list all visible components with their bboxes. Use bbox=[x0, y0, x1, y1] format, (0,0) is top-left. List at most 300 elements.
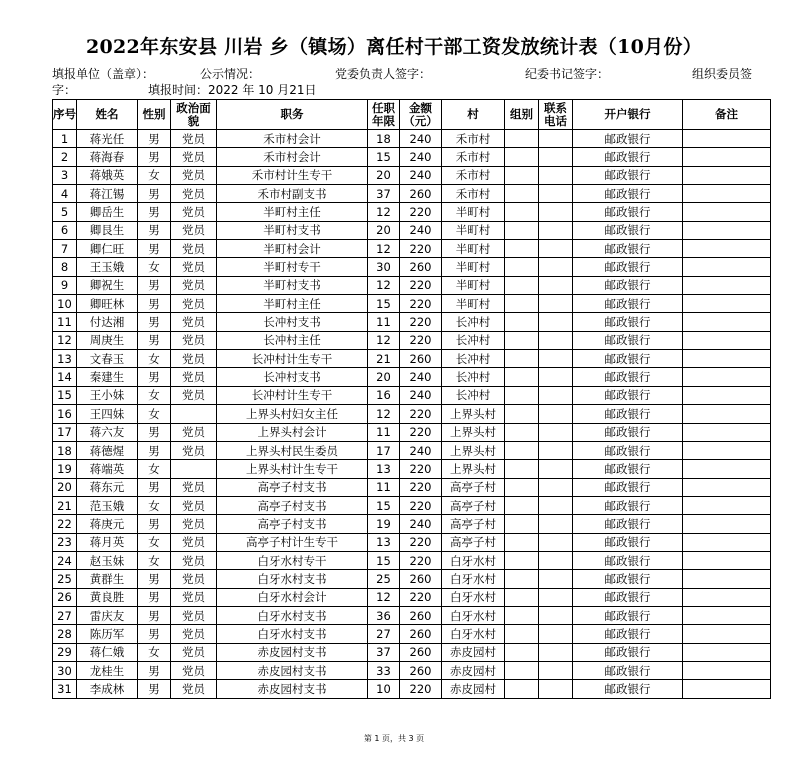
cell-amount: 220 bbox=[400, 331, 442, 349]
cell-political: 党员 bbox=[171, 478, 217, 496]
cell-index: 6 bbox=[53, 221, 77, 239]
cell-village: 长冲村 bbox=[442, 368, 505, 386]
table-header-row bbox=[53, 100, 771, 130]
cell-political: 党员 bbox=[171, 496, 217, 514]
cell-position: 长冲村支书 bbox=[217, 368, 368, 386]
cell-village: 半町村 bbox=[442, 276, 505, 294]
org-committee-signature-label-cont: 字： bbox=[52, 83, 77, 97]
cell-bank: 邮政银行 bbox=[573, 386, 683, 404]
cell-index: 4 bbox=[53, 185, 77, 203]
cell-political: 党员 bbox=[171, 185, 217, 203]
cell-name: 龙桂生 bbox=[77, 661, 138, 679]
table-row bbox=[53, 423, 771, 441]
cell-bank: 邮政银行 bbox=[573, 295, 683, 313]
cell-remark bbox=[683, 368, 771, 386]
cell-village: 白牙水村 bbox=[442, 606, 505, 624]
cell-amount: 260 bbox=[400, 570, 442, 588]
cell-gender: 女 bbox=[138, 386, 171, 404]
cell-amount: 220 bbox=[400, 460, 442, 478]
cell-amount: 220 bbox=[400, 551, 442, 569]
cell-index: 7 bbox=[53, 240, 77, 258]
cell-years: 20 bbox=[368, 221, 400, 239]
cell-group bbox=[505, 423, 539, 441]
cell-group bbox=[505, 661, 539, 679]
cell-index: 3 bbox=[53, 166, 77, 184]
cell-political: 党员 bbox=[171, 258, 217, 276]
page-title: 2022年东安县 川岩 乡（镇场）离任村干部工资发放统计表（10月份） bbox=[85, 36, 703, 58]
cell-bank: 邮政银行 bbox=[573, 460, 683, 478]
cell-gender: 女 bbox=[138, 533, 171, 551]
cell-years: 19 bbox=[368, 515, 400, 533]
cell-position: 白牙水村专干 bbox=[217, 551, 368, 569]
cell-name: 卿岳生 bbox=[77, 203, 138, 221]
cell-gender: 女 bbox=[138, 350, 171, 368]
cell-amount: 220 bbox=[400, 295, 442, 313]
cell-position: 赤皮园村支书 bbox=[217, 680, 368, 698]
cell-group bbox=[505, 185, 539, 203]
cell-political: 党员 bbox=[171, 203, 217, 221]
cell-gender: 女 bbox=[138, 551, 171, 569]
table-row bbox=[53, 203, 771, 221]
cell-amount: 260 bbox=[400, 661, 442, 679]
table-row bbox=[53, 240, 771, 258]
cell-village: 半町村 bbox=[442, 221, 505, 239]
cell-political: 党员 bbox=[171, 386, 217, 404]
cell-position: 半町村专干 bbox=[217, 258, 368, 276]
cell-political bbox=[171, 405, 217, 423]
cell-bank: 邮政银行 bbox=[573, 276, 683, 294]
header-cell: 政治面貌 bbox=[171, 100, 217, 130]
cell-position: 赤皮园村支书 bbox=[217, 661, 368, 679]
cell-position: 禾市村会计 bbox=[217, 130, 368, 148]
cell-remark bbox=[683, 185, 771, 203]
cell-group bbox=[505, 240, 539, 258]
cell-group bbox=[505, 166, 539, 184]
cell-position: 半町村主任 bbox=[217, 295, 368, 313]
cell-years: 20 bbox=[368, 166, 400, 184]
cell-group bbox=[505, 496, 539, 514]
cell-name: 秦建生 bbox=[77, 368, 138, 386]
cell-remark bbox=[683, 551, 771, 569]
cell-years: 11 bbox=[368, 313, 400, 331]
cell-position: 上界头村妇女主任 bbox=[217, 405, 368, 423]
cell-gender: 男 bbox=[138, 625, 171, 643]
cell-amount: 220 bbox=[400, 533, 442, 551]
cell-amount: 260 bbox=[400, 258, 442, 276]
cell-index: 11 bbox=[53, 313, 77, 331]
table-row bbox=[53, 570, 771, 588]
cell-amount: 240 bbox=[400, 386, 442, 404]
cell-name: 王四妹 bbox=[77, 405, 138, 423]
cell-amount: 220 bbox=[400, 240, 442, 258]
cell-name: 赵玉妹 bbox=[77, 551, 138, 569]
cell-political: 党员 bbox=[171, 130, 217, 148]
cell-phone bbox=[539, 185, 573, 203]
cell-gender: 男 bbox=[138, 313, 171, 331]
cell-village: 禾市村 bbox=[442, 148, 505, 166]
cell-years: 12 bbox=[368, 240, 400, 258]
cell-years: 16 bbox=[368, 386, 400, 404]
cell-amount: 240 bbox=[400, 221, 442, 239]
cell-position: 半町村主任 bbox=[217, 203, 368, 221]
cell-phone bbox=[539, 331, 573, 349]
cell-name: 卿祝生 bbox=[77, 276, 138, 294]
cell-position: 上界头村民生委员 bbox=[217, 441, 368, 459]
cell-phone bbox=[539, 240, 573, 258]
cell-remark bbox=[683, 331, 771, 349]
cell-gender: 男 bbox=[138, 588, 171, 606]
cell-bank: 邮政银行 bbox=[573, 368, 683, 386]
cell-position: 禾市村副支书 bbox=[217, 185, 368, 203]
cell-remark bbox=[683, 570, 771, 588]
cell-gender: 女 bbox=[138, 496, 171, 514]
cell-village: 半町村 bbox=[442, 240, 505, 258]
cell-name: 蒋娥英 bbox=[77, 166, 138, 184]
cell-group bbox=[505, 588, 539, 606]
cell-remark bbox=[683, 350, 771, 368]
cell-phone bbox=[539, 130, 573, 148]
cell-position: 长冲村主任 bbox=[217, 331, 368, 349]
cell-years: 12 bbox=[368, 203, 400, 221]
cell-phone bbox=[539, 533, 573, 551]
cell-group bbox=[505, 203, 539, 221]
party-signature-label: 党委负责人签字： bbox=[335, 67, 432, 81]
cell-bank: 邮政银行 bbox=[573, 625, 683, 643]
cell-political: 党员 bbox=[171, 368, 217, 386]
table-row bbox=[53, 551, 771, 569]
cell-index: 10 bbox=[53, 295, 77, 313]
cell-name: 付达湘 bbox=[77, 313, 138, 331]
cell-index: 1 bbox=[53, 130, 77, 148]
discipline-signature-label: 纪委书记签字： bbox=[525, 67, 610, 81]
page-footer: 第 1 页，共 3 页 bbox=[363, 734, 425, 743]
header-cell: 序号 bbox=[53, 100, 77, 130]
cell-index: 16 bbox=[53, 405, 77, 423]
cell-group bbox=[505, 533, 539, 551]
cell-group bbox=[505, 570, 539, 588]
cell-remark bbox=[683, 588, 771, 606]
cell-village: 半町村 bbox=[442, 295, 505, 313]
cell-years: 15 bbox=[368, 496, 400, 514]
cell-group bbox=[505, 551, 539, 569]
cell-remark bbox=[683, 130, 771, 148]
cell-village: 高亭子村 bbox=[442, 515, 505, 533]
cell-phone bbox=[539, 515, 573, 533]
cell-amount: 260 bbox=[400, 185, 442, 203]
cell-years: 13 bbox=[368, 460, 400, 478]
cell-index: 17 bbox=[53, 423, 77, 441]
cell-years: 17 bbox=[368, 441, 400, 459]
cell-phone bbox=[539, 148, 573, 166]
cell-index: 14 bbox=[53, 368, 77, 386]
cell-political: 党员 bbox=[171, 625, 217, 643]
cell-bank: 邮政银行 bbox=[573, 441, 683, 459]
cell-group bbox=[505, 148, 539, 166]
cell-name: 蒋六友 bbox=[77, 423, 138, 441]
cell-phone bbox=[539, 661, 573, 679]
table-row bbox=[53, 441, 771, 459]
cell-amount: 240 bbox=[400, 166, 442, 184]
cell-village: 禾市村 bbox=[442, 130, 505, 148]
cell-bank: 邮政银行 bbox=[573, 643, 683, 661]
cell-index: 29 bbox=[53, 643, 77, 661]
cell-years: 12 bbox=[368, 331, 400, 349]
cell-gender: 男 bbox=[138, 606, 171, 624]
cell-phone bbox=[539, 570, 573, 588]
cell-village: 上界头村 bbox=[442, 441, 505, 459]
cell-index: 20 bbox=[53, 478, 77, 496]
header-cell: 开户银行 bbox=[573, 100, 683, 130]
cell-bank: 邮政银行 bbox=[573, 533, 683, 551]
cell-bank: 邮政银行 bbox=[573, 148, 683, 166]
cell-village: 禾市村 bbox=[442, 166, 505, 184]
cell-remark bbox=[683, 295, 771, 313]
cell-village: 上界头村 bbox=[442, 405, 505, 423]
cell-group bbox=[505, 350, 539, 368]
cell-name: 蒋德煋 bbox=[77, 441, 138, 459]
cell-village: 半町村 bbox=[442, 258, 505, 276]
cell-political: 党员 bbox=[171, 313, 217, 331]
cell-amount: 260 bbox=[400, 643, 442, 661]
cell-political: 党员 bbox=[171, 295, 217, 313]
cell-phone bbox=[539, 551, 573, 569]
cell-political: 党员 bbox=[171, 148, 217, 166]
cell-phone bbox=[539, 441, 573, 459]
org-committee-signature-label: 组织委员签 bbox=[692, 67, 753, 81]
cell-village: 长冲村 bbox=[442, 313, 505, 331]
cell-position: 半町村支书 bbox=[217, 276, 368, 294]
cell-index: 25 bbox=[53, 570, 77, 588]
cell-group bbox=[505, 276, 539, 294]
cell-political: 党员 bbox=[171, 680, 217, 698]
cell-village: 长冲村 bbox=[442, 350, 505, 368]
cell-remark bbox=[683, 148, 771, 166]
cell-remark bbox=[683, 533, 771, 551]
cell-gender: 男 bbox=[138, 276, 171, 294]
cell-group bbox=[505, 295, 539, 313]
cell-amount: 240 bbox=[400, 515, 442, 533]
cell-amount: 240 bbox=[400, 368, 442, 386]
cell-group bbox=[505, 130, 539, 148]
cell-political: 党员 bbox=[171, 515, 217, 533]
cell-position: 白牙水村支书 bbox=[217, 625, 368, 643]
table-row bbox=[53, 661, 771, 679]
table-row bbox=[53, 478, 771, 496]
table-row bbox=[53, 680, 771, 698]
fill-date-label: 填报时间：2022 年 10 月21日 bbox=[148, 83, 317, 97]
cell-group bbox=[505, 313, 539, 331]
cell-amount: 220 bbox=[400, 478, 442, 496]
cell-political: 党员 bbox=[171, 588, 217, 606]
cell-position: 上界头村会计 bbox=[217, 423, 368, 441]
table-row bbox=[53, 350, 771, 368]
table-row bbox=[53, 221, 771, 239]
cell-group bbox=[505, 606, 539, 624]
cell-index: 5 bbox=[53, 203, 77, 221]
table-row bbox=[53, 643, 771, 661]
cell-remark bbox=[683, 606, 771, 624]
cell-index: 9 bbox=[53, 276, 77, 294]
cell-name: 蒋海春 bbox=[77, 148, 138, 166]
cell-bank: 邮政银行 bbox=[573, 240, 683, 258]
cell-phone bbox=[539, 276, 573, 294]
cell-political: 党员 bbox=[171, 643, 217, 661]
cell-position: 高亭子村支书 bbox=[217, 496, 368, 514]
table-row bbox=[53, 496, 771, 514]
cell-amount: 260 bbox=[400, 606, 442, 624]
cell-political: 党员 bbox=[171, 570, 217, 588]
cell-index: 12 bbox=[53, 331, 77, 349]
cell-gender: 男 bbox=[138, 240, 171, 258]
cell-position: 禾市村会计 bbox=[217, 148, 368, 166]
cell-remark bbox=[683, 661, 771, 679]
cell-amount: 220 bbox=[400, 203, 442, 221]
cell-village: 禾市村 bbox=[442, 185, 505, 203]
cell-amount: 220 bbox=[400, 313, 442, 331]
cell-political bbox=[171, 460, 217, 478]
header-cell: 村 bbox=[442, 100, 505, 130]
cell-bank: 邮政银行 bbox=[573, 258, 683, 276]
cell-name: 文春玉 bbox=[77, 350, 138, 368]
cell-amount: 220 bbox=[400, 588, 442, 606]
cell-remark bbox=[683, 423, 771, 441]
cell-bank: 邮政银行 bbox=[573, 350, 683, 368]
cell-remark bbox=[683, 203, 771, 221]
table-row bbox=[53, 460, 771, 478]
table-row bbox=[53, 405, 771, 423]
cell-remark bbox=[683, 496, 771, 514]
cell-years: 12 bbox=[368, 276, 400, 294]
cell-bank: 邮政银行 bbox=[573, 661, 683, 679]
cell-name: 蒋端英 bbox=[77, 460, 138, 478]
cell-remark bbox=[683, 221, 771, 239]
cell-position: 禾市村计生专干 bbox=[217, 166, 368, 184]
cell-years: 30 bbox=[368, 258, 400, 276]
cell-name: 卿艮生 bbox=[77, 221, 138, 239]
cell-village: 赤皮园村 bbox=[442, 680, 505, 698]
cell-phone bbox=[539, 606, 573, 624]
cell-gender: 男 bbox=[138, 570, 171, 588]
cell-phone bbox=[539, 368, 573, 386]
cell-position: 半町村会计 bbox=[217, 240, 368, 258]
cell-phone bbox=[539, 496, 573, 514]
cell-index: 26 bbox=[53, 588, 77, 606]
cell-gender: 男 bbox=[138, 221, 171, 239]
cell-index: 21 bbox=[53, 496, 77, 514]
cell-amount: 240 bbox=[400, 441, 442, 459]
cell-remark bbox=[683, 643, 771, 661]
table-row bbox=[53, 533, 771, 551]
cell-remark bbox=[683, 313, 771, 331]
cell-bank: 邮政银行 bbox=[573, 166, 683, 184]
cell-village: 赤皮园村 bbox=[442, 643, 505, 661]
cell-political: 党员 bbox=[171, 551, 217, 569]
table-row bbox=[53, 515, 771, 533]
cell-gender: 男 bbox=[138, 185, 171, 203]
cell-amount: 220 bbox=[400, 423, 442, 441]
cell-name: 王小妹 bbox=[77, 386, 138, 404]
cell-political: 党员 bbox=[171, 441, 217, 459]
cell-remark bbox=[683, 386, 771, 404]
cell-bank: 邮政银行 bbox=[573, 551, 683, 569]
cell-bank: 邮政银行 bbox=[573, 313, 683, 331]
cell-political: 党员 bbox=[171, 423, 217, 441]
cell-village: 白牙水村 bbox=[442, 570, 505, 588]
cell-bank: 邮政银行 bbox=[573, 588, 683, 606]
cell-village: 长冲村 bbox=[442, 386, 505, 404]
cell-group bbox=[505, 405, 539, 423]
cell-remark bbox=[683, 240, 771, 258]
cell-remark bbox=[683, 405, 771, 423]
cell-remark bbox=[683, 515, 771, 533]
header-cell: 任职年限 bbox=[368, 100, 400, 130]
cell-bank: 邮政银行 bbox=[573, 478, 683, 496]
cell-village: 高亭子村 bbox=[442, 496, 505, 514]
cell-village: 上界头村 bbox=[442, 423, 505, 441]
cell-political: 党员 bbox=[171, 166, 217, 184]
cell-name: 李成林 bbox=[77, 680, 138, 698]
cell-group bbox=[505, 625, 539, 643]
cell-gender: 男 bbox=[138, 368, 171, 386]
cell-name: 王玉娥 bbox=[77, 258, 138, 276]
cell-index: 15 bbox=[53, 386, 77, 404]
cell-gender: 男 bbox=[138, 148, 171, 166]
cell-name: 卿仁旺 bbox=[77, 240, 138, 258]
cell-gender: 男 bbox=[138, 515, 171, 533]
cell-position: 白牙水村支书 bbox=[217, 606, 368, 624]
cell-political: 党员 bbox=[171, 240, 217, 258]
cell-gender: 女 bbox=[138, 258, 171, 276]
table-row bbox=[53, 258, 771, 276]
cell-index: 2 bbox=[53, 148, 77, 166]
table-body bbox=[53, 130, 771, 699]
cell-bank: 邮政银行 bbox=[573, 405, 683, 423]
header-cell: 性别 bbox=[138, 100, 171, 130]
cell-phone bbox=[539, 166, 573, 184]
cell-name: 陈历军 bbox=[77, 625, 138, 643]
cell-bank: 邮政银行 bbox=[573, 423, 683, 441]
table-row bbox=[53, 276, 771, 294]
table-row bbox=[53, 148, 771, 166]
cell-index: 24 bbox=[53, 551, 77, 569]
cell-phone bbox=[539, 203, 573, 221]
cell-name: 雷庆友 bbox=[77, 606, 138, 624]
cell-bank: 邮政银行 bbox=[573, 130, 683, 148]
cell-village: 半町村 bbox=[442, 203, 505, 221]
cell-years: 15 bbox=[368, 148, 400, 166]
cell-group bbox=[505, 643, 539, 661]
cell-years: 15 bbox=[368, 551, 400, 569]
cell-gender: 女 bbox=[138, 405, 171, 423]
cell-years: 15 bbox=[368, 295, 400, 313]
cell-phone bbox=[539, 386, 573, 404]
cell-political: 党员 bbox=[171, 661, 217, 679]
cell-bank: 邮政银行 bbox=[573, 496, 683, 514]
cell-name: 蒋光任 bbox=[77, 130, 138, 148]
cell-amount: 260 bbox=[400, 625, 442, 643]
cell-bank: 邮政银行 bbox=[573, 606, 683, 624]
cell-index: 13 bbox=[53, 350, 77, 368]
table-row bbox=[53, 166, 771, 184]
cell-index: 27 bbox=[53, 606, 77, 624]
cell-political: 党员 bbox=[171, 350, 217, 368]
cell-name: 周庚生 bbox=[77, 331, 138, 349]
table-row bbox=[53, 331, 771, 349]
cell-phone bbox=[539, 625, 573, 643]
cell-village: 白牙水村 bbox=[442, 551, 505, 569]
cell-bank: 邮政银行 bbox=[573, 185, 683, 203]
cell-phone bbox=[539, 478, 573, 496]
